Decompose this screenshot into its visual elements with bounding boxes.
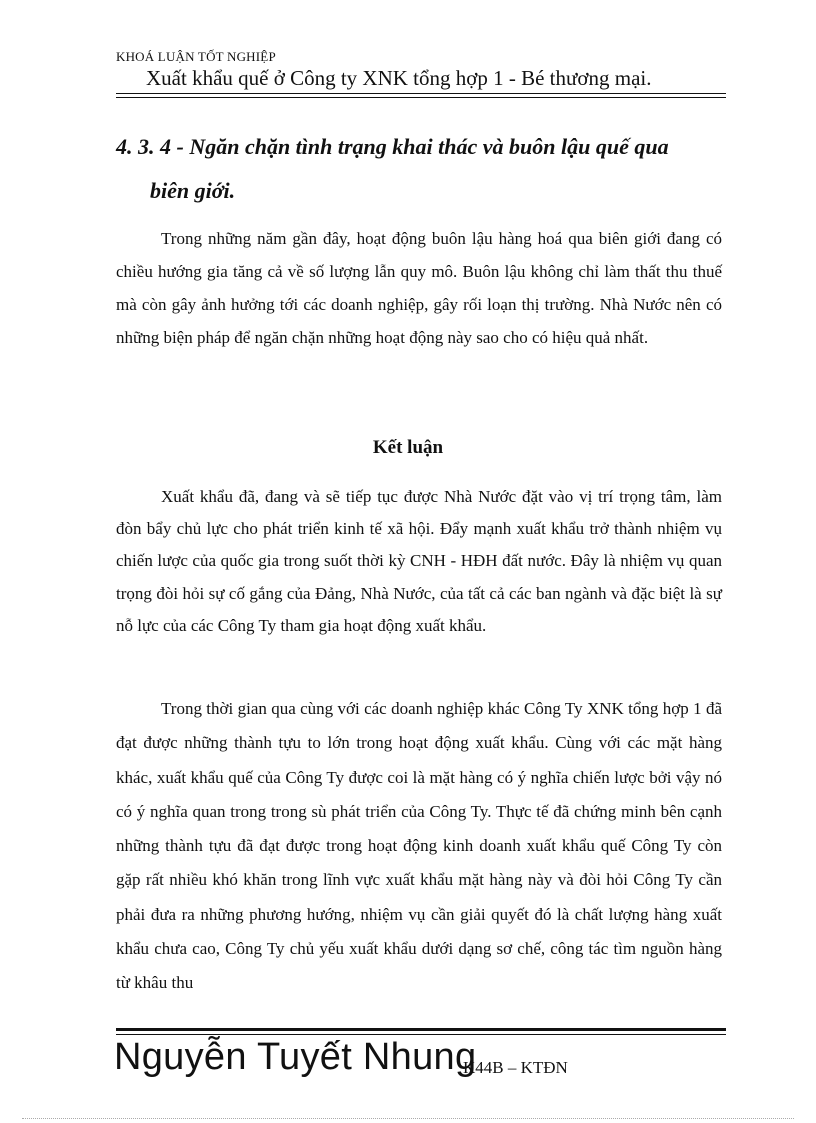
section-heading-line2: biên giới. [150,178,236,203]
conclusion-paragraph-1: Xuất khẩu đã, đang và sẽ tiếp tục được Nhà Nước đặt vào vị trí trọng tâm, làm đòn bẩy chủ lực cho phát triển kinh tế xã hội. Đẩy mạnh xuất khẩu trở thành nhiệm vụ chiến lược của quốc gia trong suốt thời kỳ CNH - HĐH đất nước. Đây là nhiệm vụ quan trọng đòi hỏi sự cố gắng của Đảng, Nhà Nước, của tất cả các ban ngành và đặc biệt là sự nỗ lực của các Công Ty tham gia hoạt động xuất khẩu. [116,487,722,635]
header-subtitle: Xuất khẩu quế ở Công ty XNK tổng hợp 1 - Bé thương mại. [146,66,652,90]
page-edge-line [22,1118,794,1119]
section-heading-line1: 4. 3. 4 - Ngăn chặn tình trạng khai thác và buôn lậu quế qua [116,134,669,159]
footer-class-code: K44B – KTĐN [463,1058,568,1077]
footer-rule-bottom [116,1034,726,1035]
conclusion-title: Kết luận [372,437,444,458]
header-rule-bottom [116,97,726,98]
footer-rule-top [116,1028,726,1031]
conclusion-paragraph-2: Trong thời gian qua cùng với các doanh nghiệp khác Công Ty XNK tổng hợp 1 đã đạt được những thành tựu to lớn trong hoạt động xuất khẩu. Cùng với các mặt hàng khác, xuất khẩu quế của Công Ty được coi là mặt hàng có ý nghĩa chiến lược bởi vậy nó có ý nghĩa quan trong trong sù phát triển của Công Ty. Thực tế đã chứng minh bên cạnh những thành tựu đã đạt được trong hoạt động kinh doanh xuất khẩu quế Công Ty còn gặp rất nhiều khó khăn trong lĩnh vực xuất khẩu mặt hàng này và đòi hỏi Công Ty cần phải đưa ra những phương hướng, nhiệm vụ cần giải quyết đó là chất lượng hàng xuất khẩu chưa cao, Công Ty chủ yếu xuất khẩu dưới dạng sơ chế, công tác tìm nguồn hàng từ khâu thu [116,699,722,993]
footer-author: Nguyễn Tuyết Nhung [114,1036,477,1078]
section-paragraph: Trong những năm gần đây, hoạt động buôn lậu hàng hoá qua biên giới đang có chiều hướng gia tăng cả về số lượng lẫn quy mô. Buôn lậu không chỉ làm thất thu thuế mà còn gây ảnh hưởng tới các doanh nghiệp, gây rối loạn thị trường. Nhà Nước nên có những biện pháp để ngăn chặn những hoạt động này sao cho có hiệu quả nhất. [116,229,722,347]
header-rule-top [116,93,726,94]
header-thesis-label: KHOÁ LUẬN TỐT NGHIỆP [116,49,276,64]
section-heading [116,125,736,213]
